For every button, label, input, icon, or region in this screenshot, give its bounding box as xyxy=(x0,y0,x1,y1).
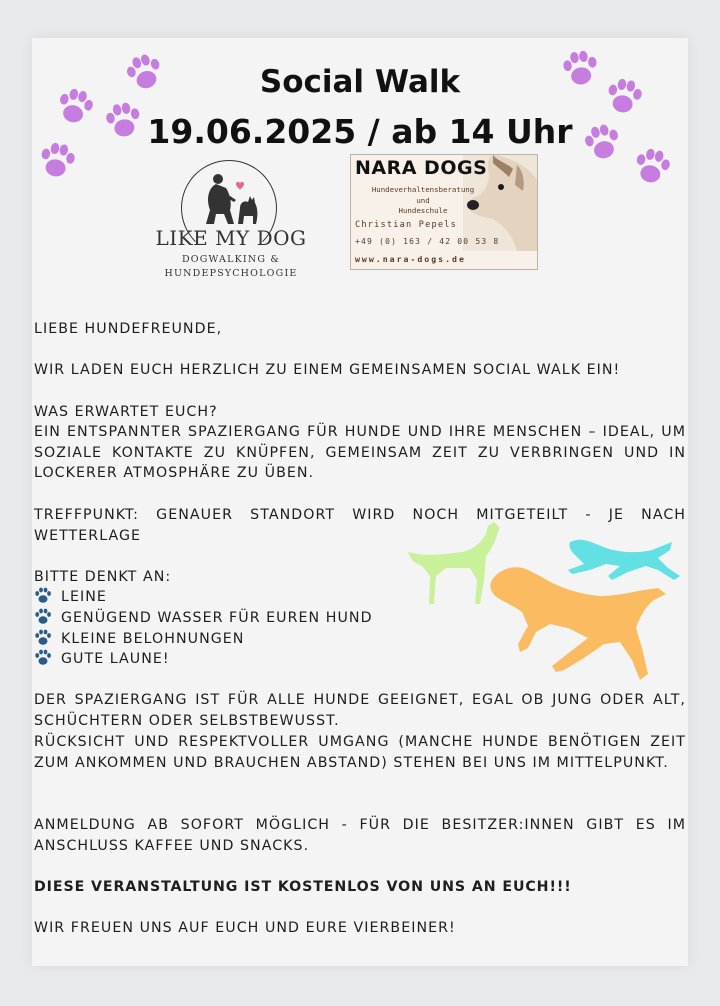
list-item xyxy=(34,608,373,629)
respect-text: RÜCKSICHT UND RESPEKTVOLLER UMGANG (MANCHE HUNDE BENÖTIGEN ZEIT ZUM ANKOMMEN UND BRAUCHEN ABSTAND) STEHEN BEI UNS IM MITTELPUNKT. xyxy=(34,734,686,771)
logo-subtitle: HUNDEPSYCHOLOGIE xyxy=(164,268,298,279)
expect-heading: WAS ERWARTET EUCH? xyxy=(34,404,218,420)
list-item-label: LEINE xyxy=(61,589,107,605)
closing-text: WIR FREUEN UNS AUF EUCH UND EURE VIERBEINER! xyxy=(34,920,456,936)
nara-line: und xyxy=(416,196,430,205)
person-with-dog-icon xyxy=(198,170,264,230)
paw-icon xyxy=(34,587,52,603)
list-item-label: GUTE LAUNE! xyxy=(61,651,170,667)
list-item xyxy=(34,587,107,608)
nara-line: Hundeschule xyxy=(398,206,448,215)
nara-dogs-name: NARA DOGS xyxy=(355,157,488,179)
list-item-label: GENÜGEND WASSER FÜR EUREN HUND xyxy=(61,610,373,626)
logo-name: LIKE MY DOG xyxy=(155,226,307,250)
list-item xyxy=(34,649,170,670)
nara-phone: +49 (0) 163 / 42 00 53 8 xyxy=(355,237,500,246)
nara-line: Hundeverhaltensberatung xyxy=(371,185,475,194)
greeting: LIEBE HUNDEFREUNDE, xyxy=(34,321,223,337)
nara-dogs-logo xyxy=(350,154,538,270)
free-event-note: DIESE VERANSTALTUNG IST KOSTENLOS VON UNS AN EUCH!!! xyxy=(34,879,572,895)
list-item xyxy=(34,629,244,650)
invitation-text: WIR LADEN EUCH HERZLICH ZU EINEM GEMEINSAMEN SOCIAL WALK EIN! xyxy=(34,362,621,378)
nara-website: www.nara-dogs.de xyxy=(355,254,466,264)
nara-person: Christian Pepels xyxy=(355,220,457,230)
running-dogs-illustration xyxy=(400,520,690,700)
registration-text: ANMELDUNG AB SOFORT MÖGLICH - FÜR DIE BESITZER:INNEN GIBT ES IM ANSCHLUSS KAFFEE UND SNACKS. xyxy=(34,817,686,854)
paw-icon xyxy=(34,629,52,645)
event-date: 19.06.2025 / ab 14 Uhr xyxy=(147,112,573,151)
paw-icon xyxy=(34,608,52,624)
expect-text: EIN ENTSPANNTER SPAZIERGANG FÜR HUNDE UND IHRE MENSCHEN – IDEAL, UM SOZIALE KONTAKTE ZU KNÜPFEN, GEMEINSAM ZEIT ZU VERBRINGEN UND IN LOCKERER ATMOSPHÄRE ZU ÜBEN. xyxy=(34,424,686,482)
logo-subtitle: DOGWALKING & xyxy=(181,254,281,265)
list-item-label: KLEINE BELOHNUNGEN xyxy=(61,631,245,647)
meeting-point: TREFFPUNKT: GENAUER STANDORT WIRD NOCH MITGETEILT - JE NACH WETTERLAGE xyxy=(34,507,686,544)
suitability-text: DER SPAZIERGANG IST FÜR ALLE HUNDE GEEIGNET, EGAL OB JUNG ODER ALT, SCHÜCHTERN ODER SELBSTBEWUSST. xyxy=(34,692,686,729)
remember-heading: BITTE DENKT AN: xyxy=(34,569,172,585)
page-title: Social Walk xyxy=(259,64,461,100)
like-my-dog-logo xyxy=(150,160,312,282)
paw-icon xyxy=(34,649,52,665)
